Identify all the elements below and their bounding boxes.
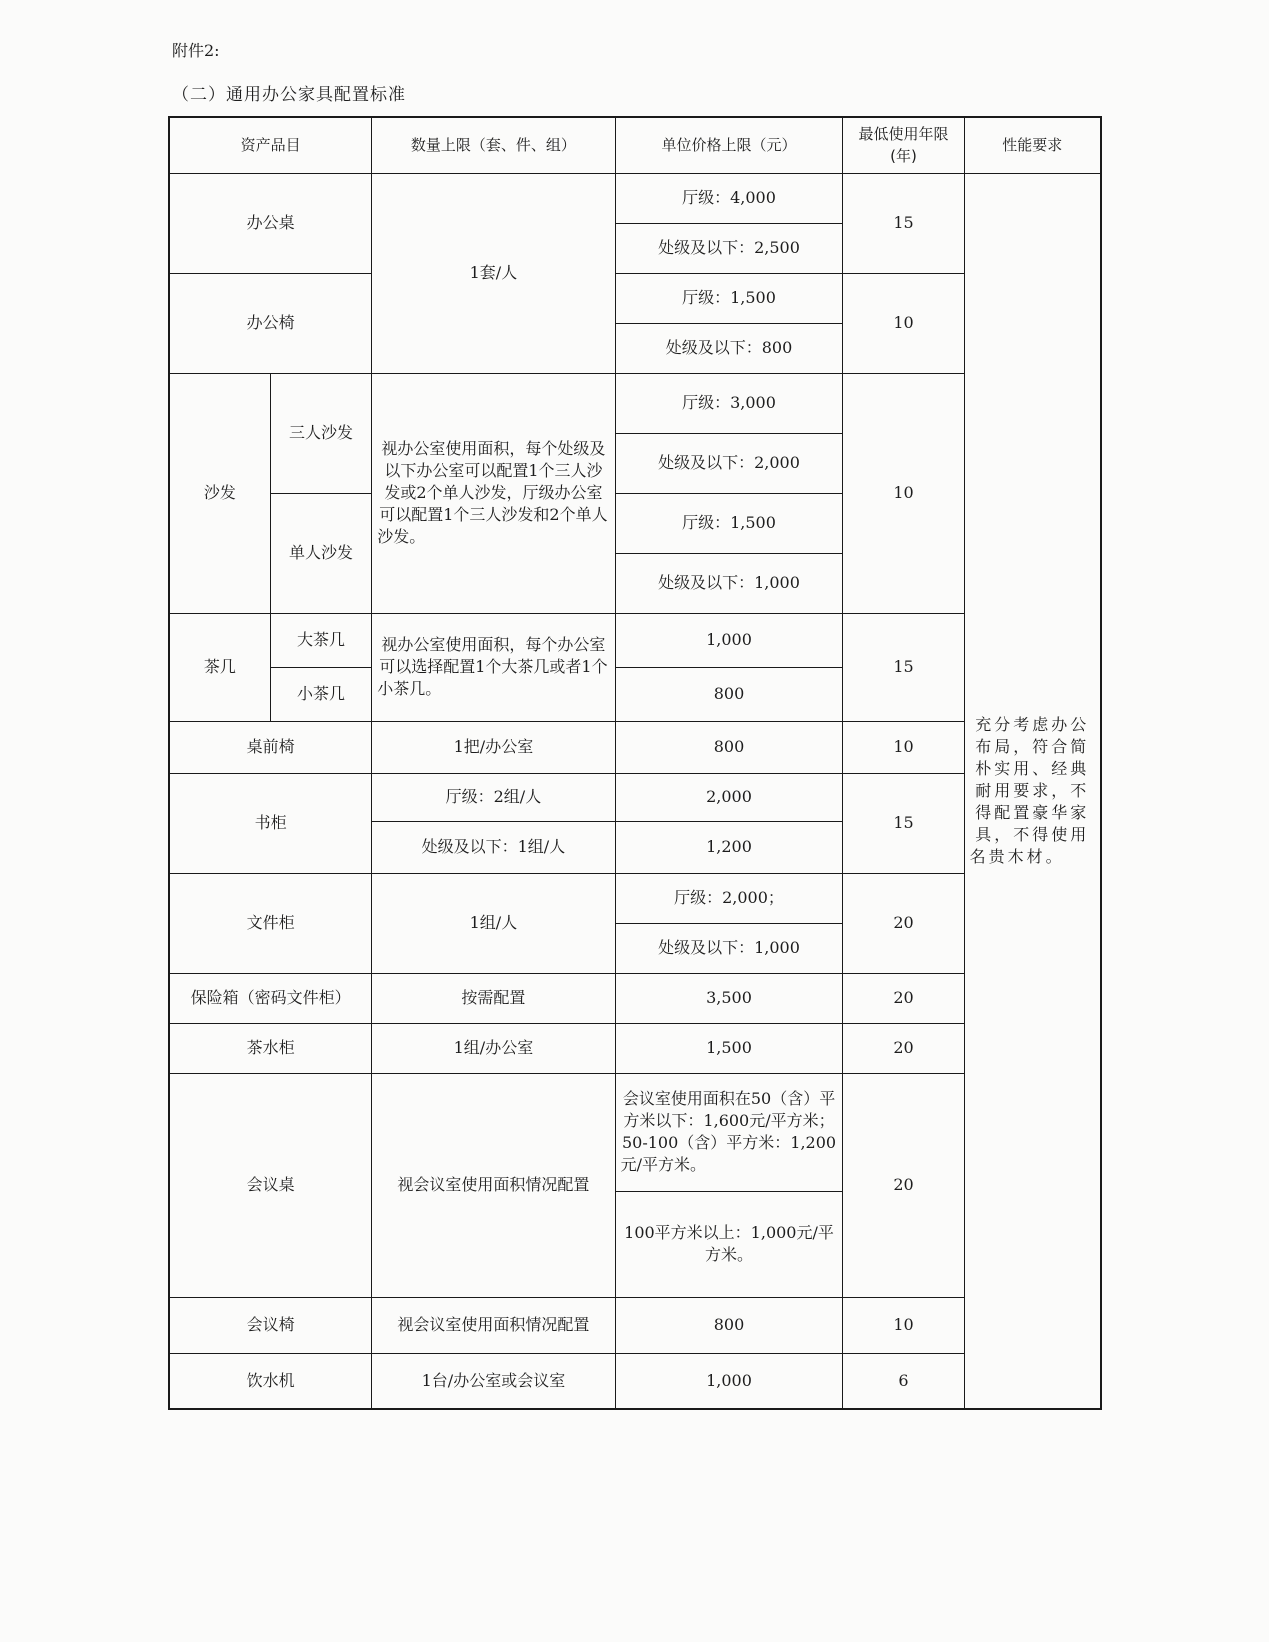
water-dispenser-years: 6	[843, 1353, 964, 1409]
meeting-table-price-tiered: 会议室使用面积在50（含）平方米以下：1,600元/平方米；50-100（含）平方米：1,200元/平方米。	[615, 1073, 843, 1191]
sofa-price-2: 处级及以下：2,000	[615, 433, 843, 493]
furniture-standard-table	[168, 116, 1102, 1410]
meeting-chair-years: 10	[843, 1297, 964, 1353]
file-cabinet-years: 20	[843, 873, 964, 973]
desk-front-chair-name: 桌前椅	[169, 721, 372, 773]
file-cabinet-price-senior: 厅级：2,000；	[615, 873, 843, 923]
tea-cabinet-years: 20	[843, 1023, 964, 1073]
performance-requirement: 充分考虑办公布局，符合简朴实用、经典耐用要求，不得配置豪华家具，不得使用名贵木材。	[964, 173, 1101, 1409]
tea-table-sub-large: 大茶几	[270, 613, 371, 667]
sofa-price-4: 处级及以下：1,000	[615, 553, 843, 613]
safe-years: 20	[843, 973, 964, 1023]
table-row	[169, 721, 1101, 773]
bookcase-name: 书柜	[169, 773, 372, 873]
water-dispenser-price: 1,000	[615, 1353, 843, 1409]
desk-name: 办公桌	[169, 173, 372, 273]
meeting-table-years: 20	[843, 1073, 964, 1297]
meeting-chair-price: 800	[615, 1297, 843, 1353]
header-years-line1: 最低使用年限	[858, 125, 949, 144]
sofa-sub-single-seat: 单人沙发	[270, 493, 371, 613]
chair-price-junior: 处级及以下：800	[615, 323, 843, 373]
bookcase-quantity-senior: 厅级：2组/人	[372, 773, 615, 821]
table-row	[169, 1297, 1101, 1353]
meeting-chair-name: 会议椅	[169, 1297, 372, 1353]
header-performance: 性能要求	[964, 117, 1101, 173]
safe-name: 保险箱（密码文件柜）	[169, 973, 372, 1023]
header-price: 单位价格上限（元）	[615, 117, 843, 173]
chair-years: 10	[843, 273, 964, 373]
file-cabinet-name: 文件柜	[169, 873, 372, 973]
attachment-label: 附件2:	[172, 41, 220, 60]
sofa-years: 10	[843, 373, 964, 613]
safe-price: 3,500	[615, 973, 843, 1023]
header-years-line2: (年)	[890, 147, 917, 166]
document-title: （二）通用办公家具配置标准	[172, 85, 406, 105]
sofa-sub-three-seat: 三人沙发	[270, 373, 371, 493]
table-header-row	[169, 117, 1101, 173]
meeting-table-price-large: 100平方米以上：1,000元/平方米。	[615, 1191, 843, 1297]
table-row	[169, 873, 1101, 923]
table-row	[169, 1023, 1101, 1073]
header-years	[843, 117, 964, 173]
sofa-price-3: 厅级：1,500	[615, 493, 843, 553]
file-cabinet-price-junior: 处级及以下：1,000	[615, 923, 843, 973]
desk-front-chair-years: 10	[843, 721, 964, 773]
table-row	[169, 1073, 1101, 1191]
chair-name: 办公椅	[169, 273, 372, 373]
sofa-name: 沙发	[169, 373, 270, 613]
tea-table-name: 茶几	[169, 613, 270, 721]
meeting-table-name: 会议桌	[169, 1073, 372, 1297]
file-cabinet-quantity: 1组/人	[372, 873, 615, 973]
header-item: 资产品目	[169, 117, 372, 173]
water-dispenser-quantity: 1台/办公室或会议室	[372, 1353, 615, 1409]
tea-cabinet-name: 茶水柜	[169, 1023, 372, 1073]
table-row	[169, 1353, 1101, 1409]
tea-table-quantity: 视办公室使用面积，每个办公室可以选择配置1个大茶几或者1个小茶几。	[372, 613, 615, 721]
desk-price-senior: 厅级：4,000	[615, 173, 843, 223]
desk-years: 15	[843, 173, 964, 273]
bookcase-price-senior: 2,000	[615, 773, 843, 821]
chair-price-senior: 厅级：1,500	[615, 273, 843, 323]
sofa-quantity: 视办公室使用面积，每个处级及以下办公室可以配置1个三人沙发或2个单人沙发，厅级办公室可以配置1个三人沙发和2个单人沙发。	[372, 373, 615, 613]
tea-table-years: 15	[843, 613, 964, 721]
table-row	[169, 613, 1101, 667]
sofa-price-1: 厅级：3,000	[615, 373, 843, 433]
tea-cabinet-quantity: 1组/办公室	[372, 1023, 615, 1073]
bookcase-years: 15	[843, 773, 964, 873]
header-quantity: 数量上限（套、件、组）	[372, 117, 615, 173]
table-row	[169, 173, 1101, 223]
table-row	[169, 773, 1101, 821]
tea-table-sub-small: 小茶几	[270, 667, 371, 721]
tea-table-price-small: 800	[615, 667, 843, 721]
meeting-table-quantity: 视会议室使用面积情况配置	[372, 1073, 615, 1297]
table-row	[169, 973, 1101, 1023]
desk-front-chair-quantity: 1把/办公室	[372, 721, 615, 773]
table-row	[169, 273, 1101, 323]
bookcase-quantity-junior: 处级及以下：1组/人	[372, 821, 615, 873]
water-dispenser-name: 饮水机	[169, 1353, 372, 1409]
bookcase-price-junior: 1,200	[615, 821, 843, 873]
safe-quantity: 按需配置	[372, 973, 615, 1023]
table-row	[169, 373, 1101, 433]
tea-cabinet-price: 1,500	[615, 1023, 843, 1073]
meeting-chair-quantity: 视会议室使用面积情况配置	[372, 1297, 615, 1353]
desk-chair-quantity: 1套/人	[372, 173, 615, 373]
tea-table-price-large: 1,000	[615, 613, 843, 667]
desk-front-chair-price: 800	[615, 721, 843, 773]
desk-price-junior: 处级及以下：2,500	[615, 223, 843, 273]
